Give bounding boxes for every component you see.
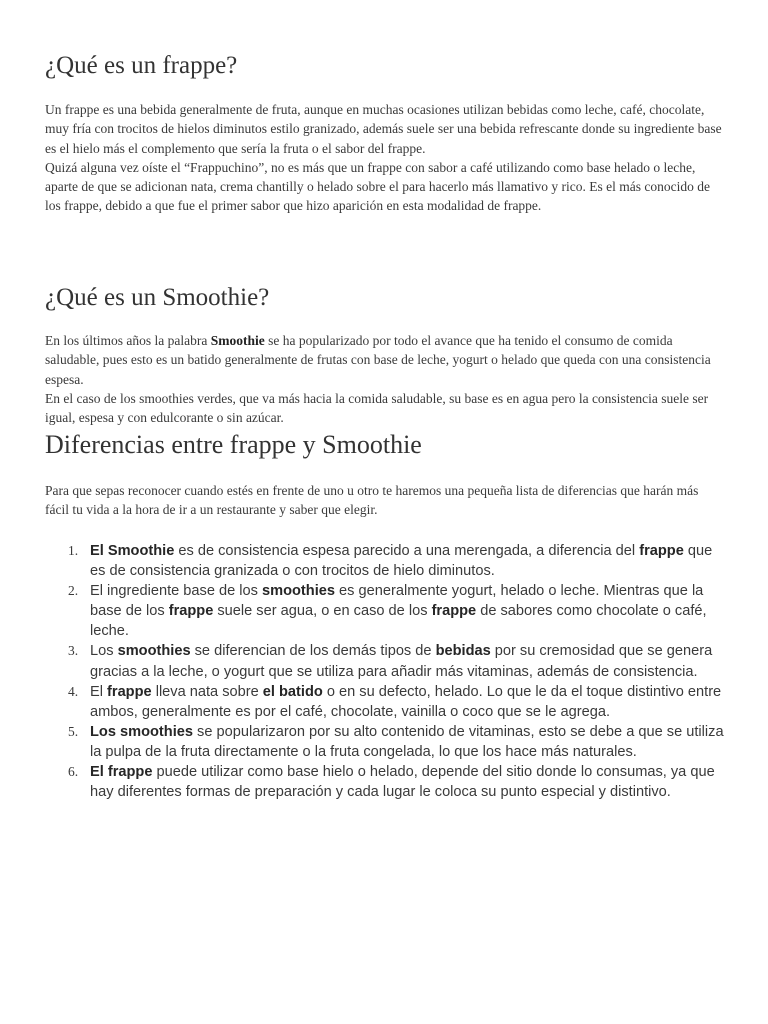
list-number: 2. (68, 583, 79, 599)
bold-run: El frappe (90, 764, 153, 781)
differences-list (45, 541, 725, 802)
bold-run: El Smoothie (90, 543, 175, 559)
text-run: El ingrediente base de los (90, 583, 262, 600)
list-number: 6. (68, 764, 79, 780)
section-heading-differences: Diferencias entre frappe y Smoothie (45, 430, 422, 459)
paragraph: Para que sepas reconocer cuando estés en frente de uno u otro te haremos una pequeña lista de diferencias que harán más fácil tu vida a la hora de ir a un restaurante y saber que elegir. (45, 483, 699, 518)
text-run: El (90, 683, 108, 700)
bold-run: smoothies (262, 583, 335, 600)
text-run: por su cremosidad que se genera gracias a la leche, o yogurt que se utiliza para añadir más vitaminas, además de consistencia. (90, 643, 713, 680)
text-run: de sabores como chocolate o café, leche. (90, 603, 707, 640)
text-run: Los (90, 643, 118, 660)
bold-run: smoothies (117, 643, 191, 660)
list-number: 1. (68, 543, 79, 558)
paragraph: Quizá alguna vez oíste el “Frappuchino”, no es más que un frappe con sabor a café utilizando como base helado o leche, aparte de que se adicionan nata, crema chantilly o helado sobre el para hacerlo más llamativo y rico. Es el más conocido de los frappe, debido a que fue el primer sabor que hizo aparición en esta modalidad de frappe. (45, 159, 710, 214)
text-run: suele ser agua, o en caso de los (213, 603, 432, 620)
list-item (45, 762, 725, 802)
bold-run: frappe (168, 603, 214, 620)
text-run: es generalmente yogurt, helado o leche. Mientras que la base de los (90, 583, 704, 620)
differences-intro (45, 481, 725, 520)
smoothie-description (45, 331, 725, 427)
paragraph (45, 331, 725, 389)
list-item (45, 581, 725, 641)
text-run: se popularizaron por su alto contenido de vitaminas, esto se debe a que se utiliza la pulpa de la fruta directamente o la fruta congelada, lo que los hace más naturales. (90, 723, 724, 760)
list-item (45, 722, 725, 762)
section-heading-frappe: ¿Qué es un frappe? (45, 52, 238, 79)
section-heading-smoothie: ¿Qué es un Smoothie? (45, 284, 270, 311)
list-item (45, 541, 725, 581)
bold-run: Smoothie (210, 333, 265, 348)
text-run: En los últimos años la palabra (45, 333, 211, 348)
bold-run: Los smoothies (90, 723, 193, 740)
text-run: lleva nata sobre (151, 683, 263, 700)
text-run: se diferencian de los demás tipos de (190, 643, 436, 660)
paragraph: En el caso de los smoothies verdes, que va más hacia la comida saludable, su base es en agua pero la consistencia suele ser igual, espesa y con edulcorante o sin azúcar. (45, 390, 709, 426)
bold-run: el batido (262, 683, 323, 700)
bold-run: frappe (639, 543, 684, 559)
list-number: 3. (68, 643, 79, 659)
text-run: se ha popularizado por todo el avance que ha tenido el consumo de comida saludable, pues esto es un batido generalmente de frutas con base de leche, yogurt o helado que queda con una consistencia espesa. (45, 333, 711, 387)
bold-run: bebidas (435, 643, 491, 660)
list-item (45, 641, 725, 681)
bold-run: frappe (431, 603, 477, 620)
bold-run: frappe (107, 683, 152, 700)
list-number: 4. (68, 683, 79, 699)
text-run: es de consistencia espesa parecido a una merengada, a diferencia del (174, 543, 640, 559)
text-run: puede utilizar como base hielo o helado, depende del sitio donde lo consumas, ya que hay diferentes formas de preparación y cada lugar le coloca su punto especial y distintivo. (90, 764, 715, 801)
list-number: 5. (68, 723, 79, 739)
text-run: que es de consistencia granizada o con trocitos de hielo diminutos. (90, 543, 713, 580)
paragraph: Un frappe es una bebida generalmente de fruta, aunque en muchas ocasiones utilizan bebidas como leche, café, chocolate, muy fría con trocitos de hielos diminutos estilo granizado, además suele ser una bebida refrescante donde su ingrediente base es el hielo más el complemento que sería la fruta o el sabor del frappe. (45, 102, 722, 156)
frappe-description (45, 100, 725, 216)
list-item (45, 682, 725, 722)
text-run: o en su defecto, helado. Lo que le da el toque distintivo entre ambos, generalmente es por el café, chocolate, vainilla o coco que se le agrega. (90, 683, 722, 720)
